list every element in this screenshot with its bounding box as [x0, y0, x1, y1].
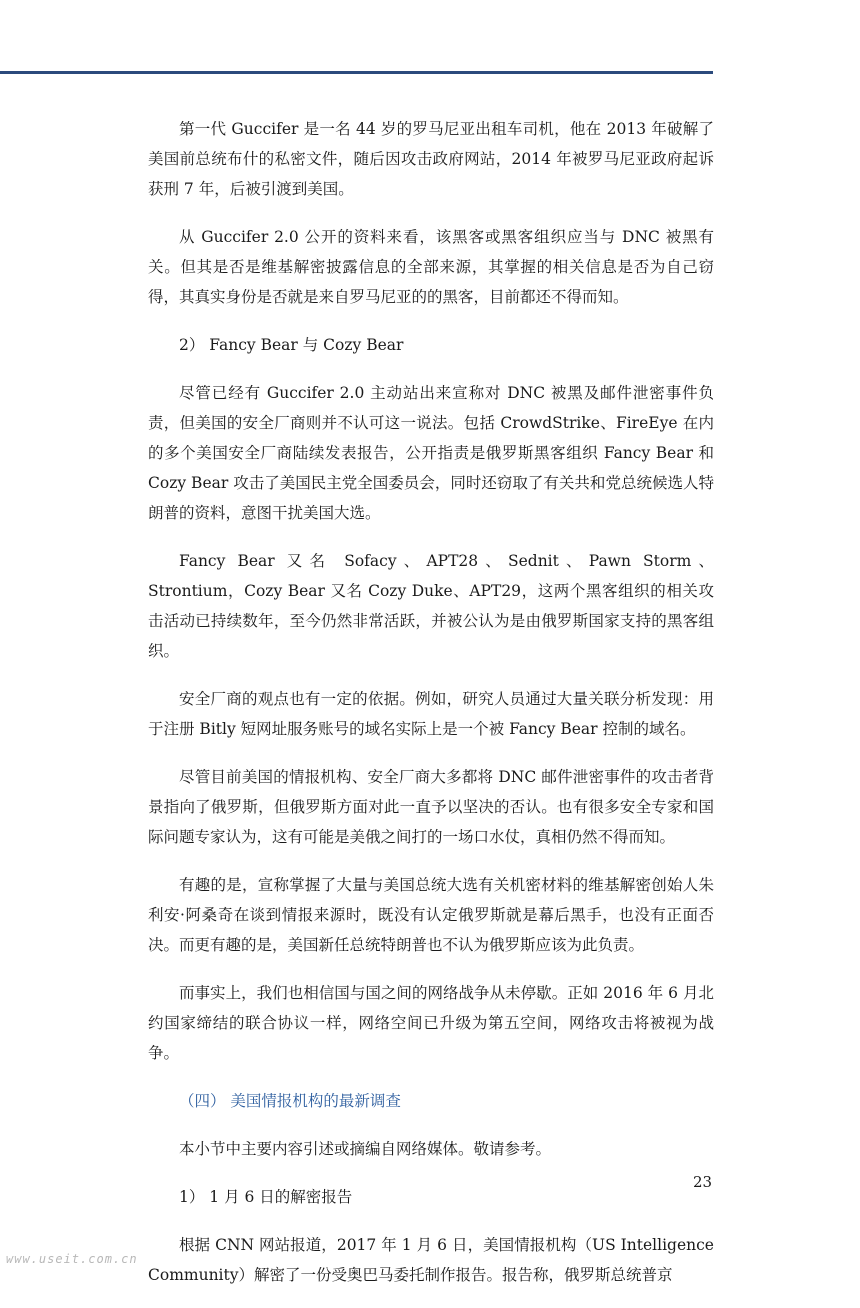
paragraph-guccifer-2: 从 Guccifer 2.0 公开的资料来看，该黑客或黑客组织应当与 DNC 被黑有关。但其是否是维基解密披露信息的全部来源，其掌握的相关信息是否为自己窃得，其真实身份是否就是来自罗马尼亚的的黑客，目前都还不得而知。 [148, 228, 714, 306]
section-heading: （四） 美国情报机构的最新调查 [179, 1092, 401, 1110]
paragraph-evidence: 安全厂商的观点也有一定的依据。例如，研究人员通过大量关联分析发现：用于注册 Bitly 短网址服务账号的域名实际上是一个被 Fancy Bear 控制的域名。 [148, 690, 714, 738]
paragraph-assange: 有趣的是，宣称掌握了大量与美国总统大选有关机密材料的维基解密创始人朱利安·阿桑奇在谈到情报来源时，既没有认定俄罗斯就是幕后黑手，也没有正面否决。而更有趣的是，美国新任总统特朗普也不认为俄罗斯应该为此负责。 [148, 876, 714, 954]
header-rule [0, 71, 713, 74]
paragraph-guccifer-first: 第一代 Guccifer 是一名 44 岁的罗马尼亚出租车司机，他在 2013 年破解了美国前总统布什的私密文件，随后因攻击政府网站，2014 年被罗马尼亚政府起诉获刑 7 年，后被引渡到美国。 [148, 120, 714, 198]
watermark: www.useit.com.cn [6, 1252, 138, 1266]
paragraph-russia-denial: 尽管目前美国的情报机构、安全厂商大多都将 DNC 邮件泄密事件的攻击者背景指向了俄罗斯，但俄罗斯方面对此一直予以坚决的否认。也有很多安全专家和国际问题专家认为，这有可能是美俄之间打的一场口水仗，真相仍然不得而知。 [148, 768, 714, 846]
paragraph-aliases: Fancy Bear 又名 Sofacy、APT28、Sednit、Pawn Storm、Strontium，Cozy Bear 又名 Cozy Duke、APT29，这两个黑客组织的相关攻击活动已持续数年，至今仍然非常活跃，并被公认为是由俄罗斯国家支持的黑客组织。 [148, 552, 714, 660]
paragraph-source-note: 本小节中主要内容引述或摘编自网络媒体。敬请参考。 [179, 1140, 552, 1158]
subheading-jan6-report: 1） 1 月 6 日的解密报告 [179, 1188, 353, 1206]
subheading-fancy-cozy-bear: 2） Fancy Bear 与 Cozy Bear [179, 336, 404, 354]
page-body [148, 114, 714, 1308]
paragraph-cyberwar: 而事实上，我们也相信国与国之间的网络战争从未停歇。正如 2016 年 6 月北约国家缔结的联合协议一样，网络空间已升级为第五空间，网络攻击将被视为战争。 [148, 984, 714, 1062]
page-number: 23 [693, 1173, 713, 1191]
paragraph-security-vendors: 尽管已经有 Guccifer 2.0 主动站出来宣称对 DNC 被黑及邮件泄密事件负责，但美国的安全厂商则并不认可这一说法。包括 CrowdStrike、FireEye 在内的多个美国安全厂商陆续发表报告，公开指责是俄罗斯黑客组织 Fancy Bear 和 Cozy Bear 攻击了美国民主党全国委员会，同时还窃取了有关共和党总统候选人特朗普的资料，意图干扰美国大选。 [148, 384, 714, 522]
paragraph-cnn-report: 根据 CNN 网站报道，2017 年 1 月 6 日，美国情报机构（US Intelligence Community）解密了一份受奥巴马委托制作报告。报告称，俄罗斯总统普京 [148, 1236, 714, 1284]
